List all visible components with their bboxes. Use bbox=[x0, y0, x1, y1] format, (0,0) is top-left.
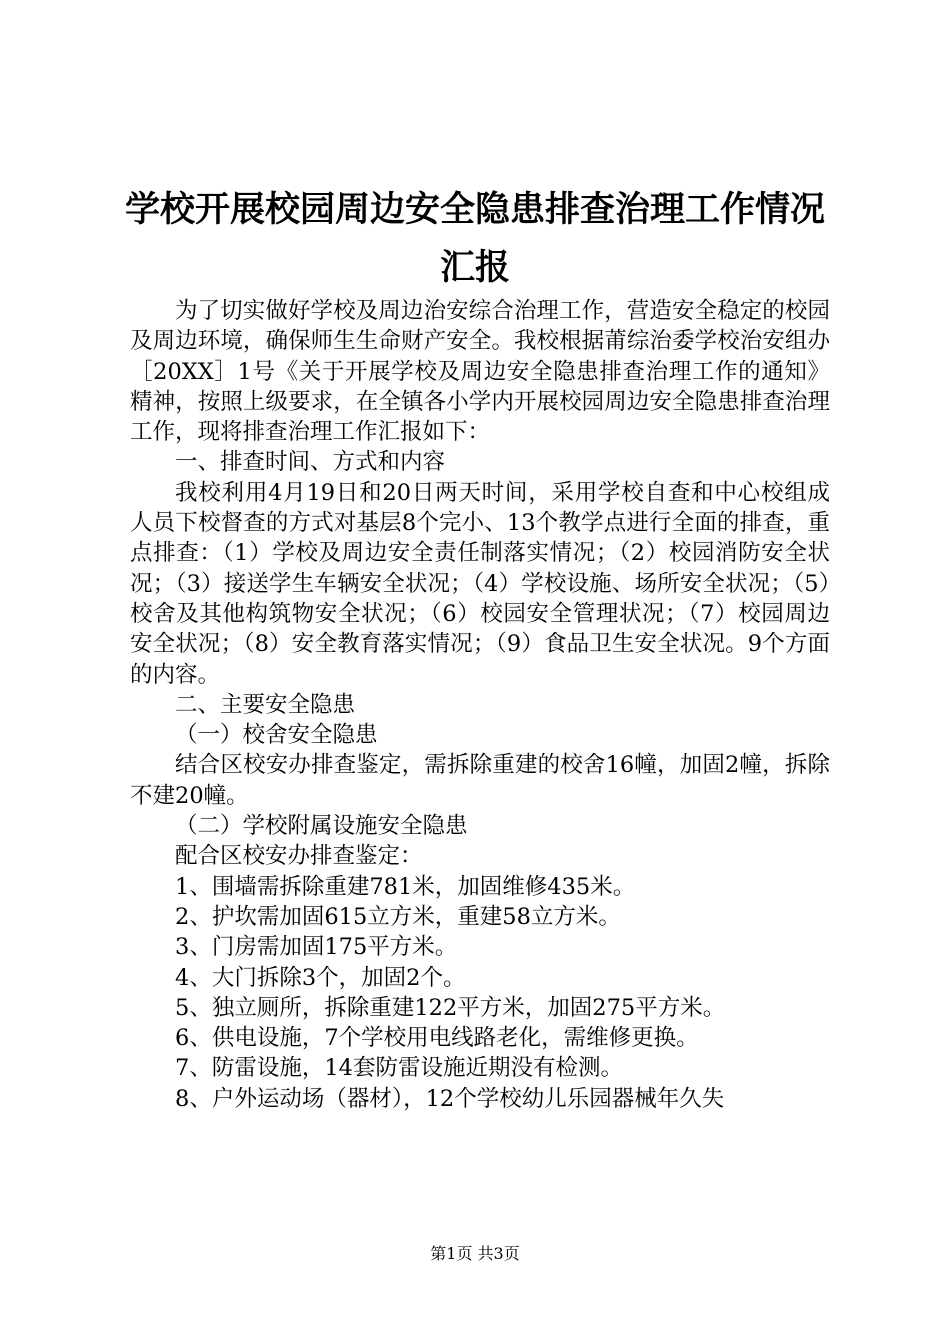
list-item: 5、独立厕所，拆除重建122平方米，加固275平方米。 bbox=[175, 994, 726, 1021]
section-heading-2: 二、主要安全隐患 bbox=[175, 691, 356, 718]
list-item: 4、大门拆除3个，加固2个。 bbox=[175, 964, 466, 991]
list-intro: 配合区校安办排查鉴定： bbox=[175, 843, 423, 870]
intro-paragraph: 为了切实做好学校及周边治安综合治理工作，营造安全稳定的校园及周边环境，确保师生生命财产安全。我校根据莆综治委学校治安组办［20XX］1号《关于开展学校及周边安全隐患排查治理工作的通知》精神，按照上级要求，在全镇各小学内开展校园周边安全隐患排查治理工作，现将排查治理工作汇报如下： bbox=[130, 298, 830, 446]
list-item: 1、围墙需拆除重建781米，加固维修435米。 bbox=[175, 873, 636, 900]
inspection-paragraph: 我校利用4月19日和20日两天时间，采用学校自查和中心校组成人员下校督查的方式对基层8个完小、13个教学点进行全面的排查，重点排查：（1）学校及周边安全责任制落实情况；（2）校园消防安全状况；（3）接送学生车辆安全状况；（4）学校设施、场所安全状况；（5）校舍及其他构筑物安全状况；（6）校园安全管理状况；（7）校园周边安全状况；（8）安全教育落实情况；（9）食品卫生安全状况。9个方面的内容。 bbox=[130, 479, 830, 688]
building-hazard-paragraph: 结合区校安办排查鉴定，需拆除重建的校舍16幢，加固2幢，拆除不建20幢。 bbox=[130, 752, 830, 809]
list-item: 6、供电设施，7个学校用电线路老化，需维修更换。 bbox=[175, 1025, 699, 1052]
section-heading-1: 一、排查时间、方式和内容 bbox=[175, 449, 446, 476]
page-number-footer: 第1页 共3页 bbox=[430, 1244, 520, 1263]
list-item: 8、户外运动场（器材），12个学校幼儿乐园器械年久失 bbox=[175, 1085, 725, 1112]
list-item: 2、护坎需加固615立方米，重建58立方米。 bbox=[175, 903, 621, 930]
document-title-line-1: 学校开展校园周边安全隐患排查治理工作情况 bbox=[124, 190, 825, 230]
subsection-heading-1: （一）校舍安全隐患 bbox=[175, 722, 378, 749]
list-item: 3、门房需加固175平方米。 bbox=[175, 934, 458, 961]
document-body bbox=[130, 296, 830, 1114]
subsection-heading-2: （二）学校附属设施安全隐患 bbox=[175, 813, 468, 840]
document-title-line-2: 汇报 bbox=[439, 248, 510, 288]
list-item: 7、防雷设施，14套防雷设施近期没有检测。 bbox=[175, 1055, 623, 1082]
